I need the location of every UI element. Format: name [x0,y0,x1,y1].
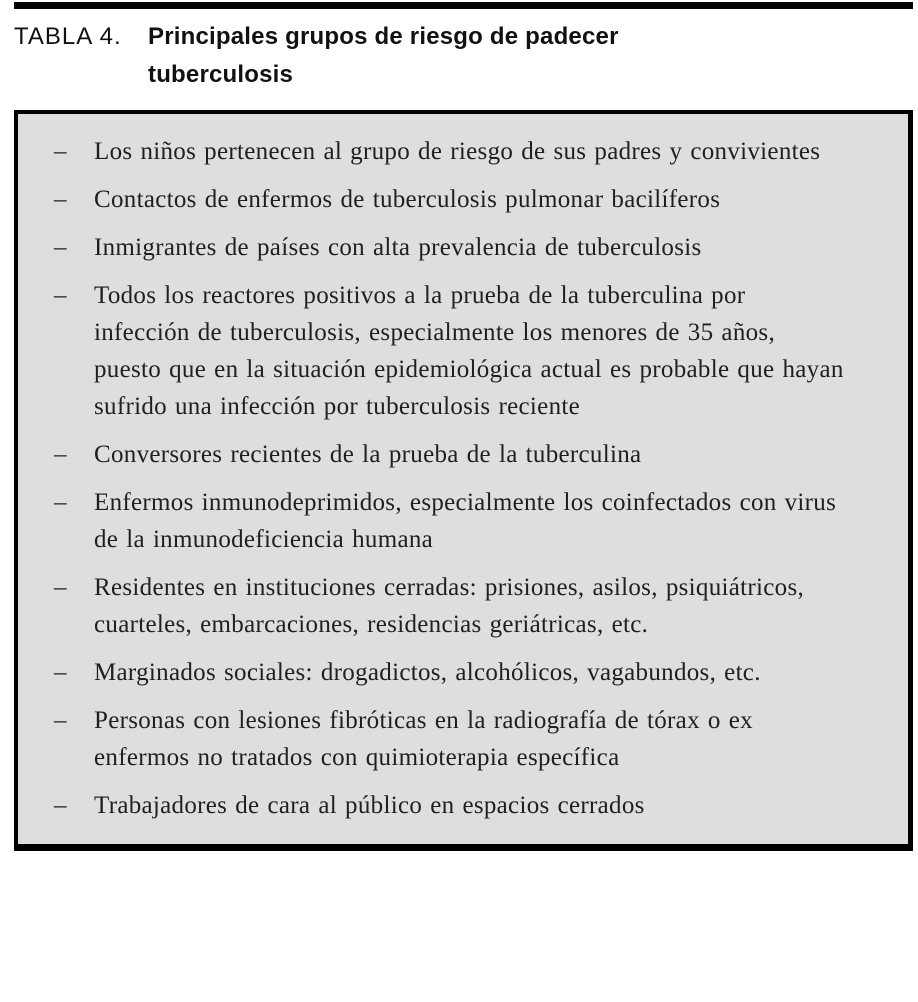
list-item [54,181,890,218]
list-item-text: Inmigrantes de países con alta prevalencia de tuberculosis [94,234,702,261]
dash-bullet: – [54,659,67,686]
list-item-text: Contactos de enfermos de tuberculosis pulmonar bacilíferos [94,186,721,213]
list-item-text: Los niños pertenecen al grupo de riesgo de sus padres y convivientes [94,138,821,165]
list-item-text: Trabajadores de cara al público en espacios cerrados [94,792,645,819]
table-caption-title-line2: tuberculosis [148,61,294,88]
list-item [54,484,890,558]
list-item [54,229,890,266]
dash-bullet: – [54,138,67,165]
dash-bullet: – [54,792,67,819]
dash-bullet: – [54,489,67,516]
list-item-text: Marginados sociales: drogadictos, alcohólicos, vagabundos, etc. [94,659,761,686]
dash-bullet: – [54,574,67,601]
table-caption-title-line1: Principales grupos de riesgo de padecer [148,23,619,50]
list-item [54,702,890,776]
table-figure [14,2,913,851]
list-item-text: Residentes en instituciones cerradas: prisiones, asilos, psiquiátricos, cuarteles, embarcaciones, residencias geriátricas, etc. [94,574,805,638]
table-caption-title [148,18,619,94]
list-item [54,787,890,824]
list-item [54,654,890,691]
list-item [54,133,890,170]
top-rule [14,2,913,9]
dash-bullet: – [54,234,67,261]
list-item-text: Todos los reactores positivos a la prueba de la tuberculina por infección de tuberculosis, especialmente los menores de 35 años, puesto que en la situación epidemiológica actual es probable que hayan sufrido una infección por tuberculosis reciente [94,282,844,420]
table-caption-label: TABLA 4. [14,23,122,50]
list-item-text: Enfermos inmunodeprimidos, especialmente los coinfectados con virus de la inmunodeficiencia humana [94,489,837,553]
list-item [54,277,890,425]
table-caption [14,18,913,94]
list-item [54,569,890,643]
dash-bullet: – [54,282,67,309]
dash-bullet: – [54,186,67,213]
list-item [54,436,890,473]
risk-group-list [54,133,890,824]
list-item-text: Conversores recientes de la prueba de la tuberculina [94,441,642,468]
list-item-text: Personas con lesiones fibróticas en la radiografía de tórax o ex enfermos no tratados con quimioterapia específica [94,707,753,771]
dash-bullet: – [54,707,67,734]
risk-group-box [14,110,913,851]
dash-bullet: – [54,441,67,468]
